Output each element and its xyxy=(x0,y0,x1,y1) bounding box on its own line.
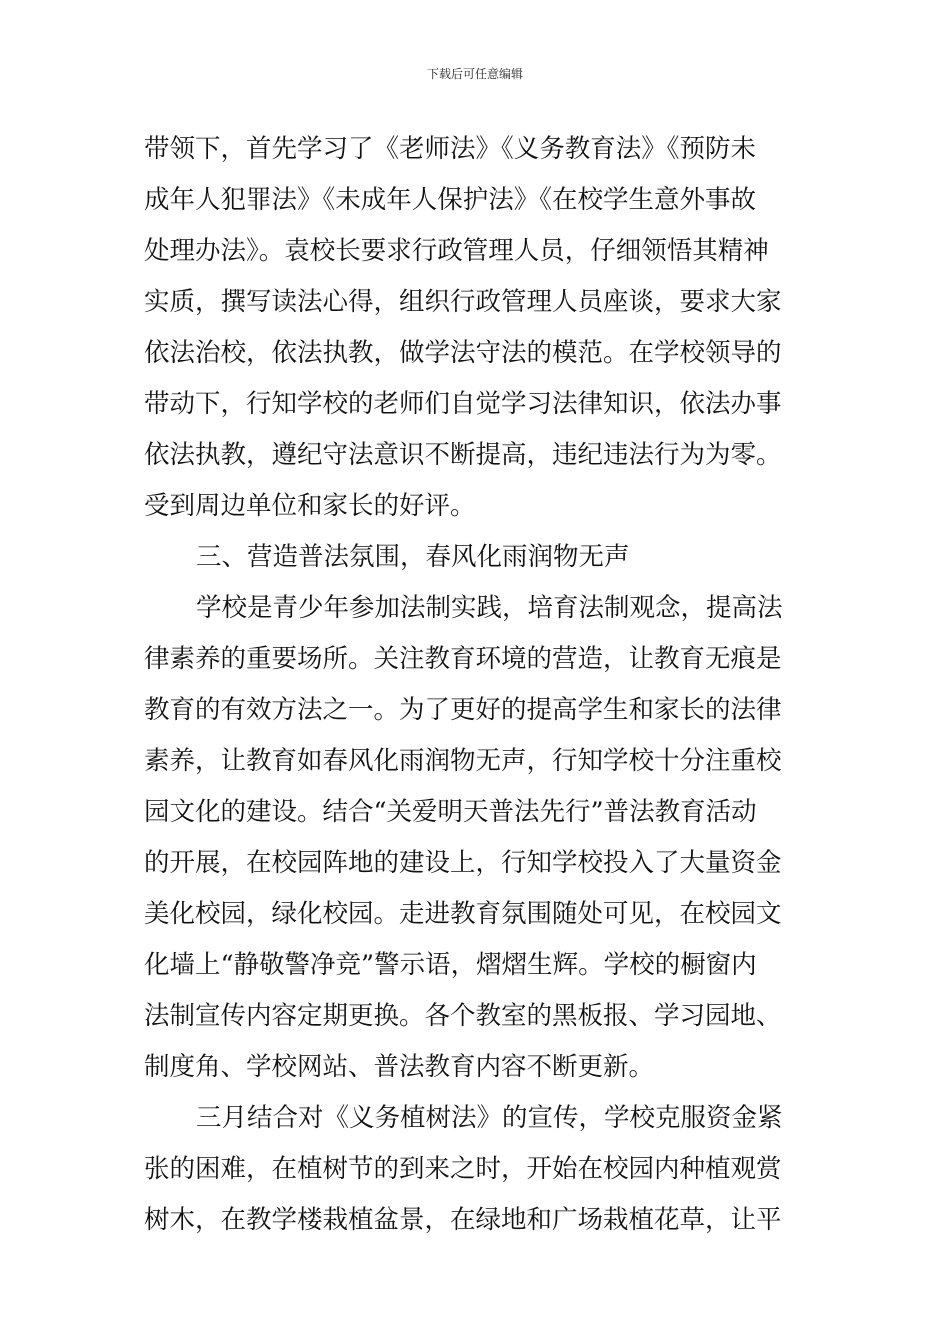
text-line: 成年人犯罪法》《未成年人保护法》《在校学生意外事故 xyxy=(144,185,757,215)
paragraph-first-line: 三月结合对《义务植树法》的宣传，学校克服资金紧 xyxy=(196,1103,783,1133)
document-body xyxy=(144,124,808,1246)
text-line: 处理办法》。袁校长要求行政管理人员，仔细领悟其精神 xyxy=(144,236,769,266)
text-line: 素养，让教育如春风化雨润物无声，行知学校十分注重校 xyxy=(144,746,782,776)
text-line: 带动下，行知学校的老师们自觉学习法律知识，依法办事 xyxy=(144,389,782,419)
text-line: 制度角、学校网站、普法教育内容不断更新。 xyxy=(144,1052,655,1082)
text-line: 实质，撰写读法心得，组织行政管理人员座谈，要求大家 xyxy=(144,287,782,317)
section-heading: 三、营造普法氛围，春风化雨润物无声 xyxy=(196,542,630,572)
text-line: 教育的有效方法之一。为了更好的提高学生和家长的法律 xyxy=(144,695,782,725)
text-line: 法制宣传内容定期更换。各个教室的黑板报、学习园地、 xyxy=(144,1001,782,1031)
text-line: 依法治校，依法执教，做学法守法的模范。在学校领导的 xyxy=(144,338,782,368)
text-line: 化墙上“静敬警净竞”警示语，熠熠生辉。学校的橱窗内 xyxy=(144,950,757,980)
text-line: 张的困难，在植树节的到来之时，开始在校园内种植观赏 xyxy=(144,1154,782,1184)
text-line: 律素养的重要场所。关注教育环境的营造，让教育无痕是 xyxy=(144,644,782,674)
text-line: 园文化的建设。结合“关爱明天普法先行”普法教育活动 xyxy=(144,797,757,827)
text-line: 受到周边单位和家长的好评。 xyxy=(144,491,476,521)
text-line: 带领下，首先学习了《老师法》《义务教育法》《预防未 xyxy=(144,134,757,164)
text-line: 依法执教，遵纪守法意识不断提高，违纪违法行为为零。 xyxy=(144,440,782,470)
text-line: 树木，在教学楼栽植盆景，在绿地和广场栽植花草，让平 xyxy=(144,1205,782,1235)
paragraph-first-line: 学校是青少年参加法制实践，培育法制观念，提高法 xyxy=(196,593,783,623)
page-header: 下载后可任意编辑 xyxy=(426,67,523,81)
text-line: 美化校园，绿化校园。走进教育氛围随处可见，在校园文 xyxy=(144,899,782,929)
text-line: 的开展，在校园阵地的建设上，行知学校投入了大量资金 xyxy=(144,848,782,878)
